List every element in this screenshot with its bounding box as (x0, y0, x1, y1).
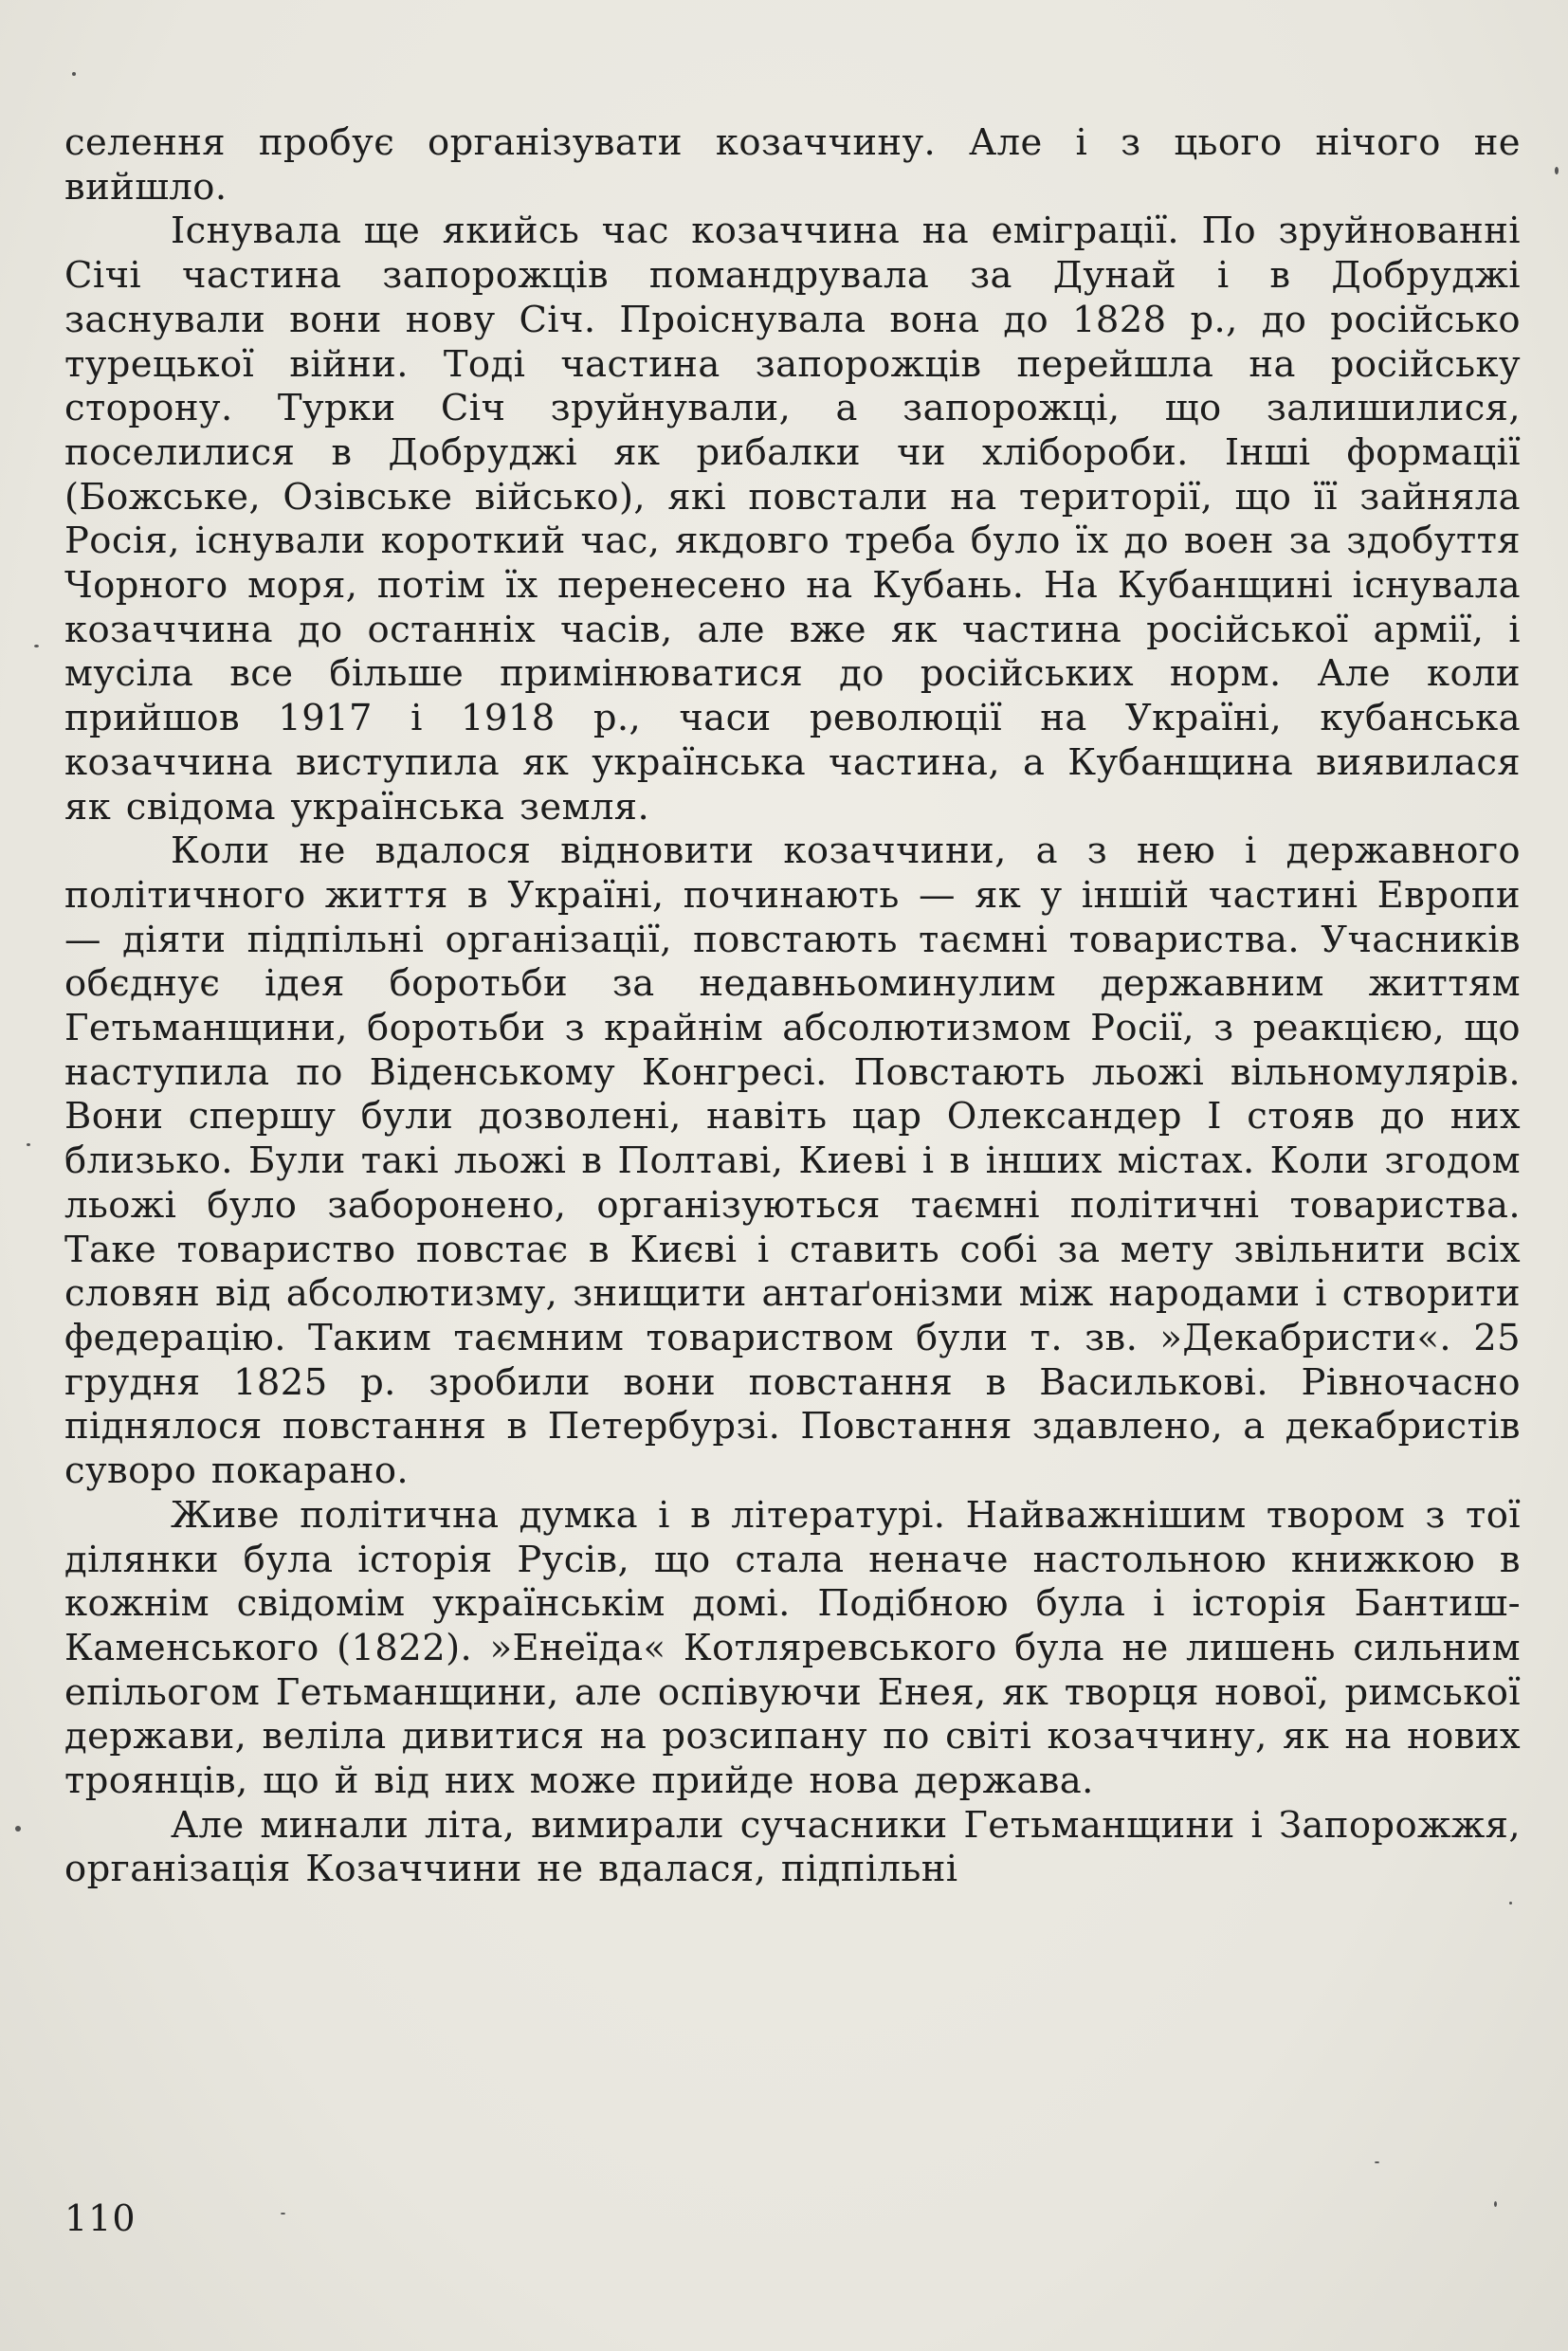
print-speck (34, 645, 39, 647)
print-speck (72, 72, 76, 76)
page-number: 110 (64, 2197, 137, 2239)
paragraph-5: Але минали літа, вимирали сучасники Гетьманщини і Запорожжя, організація Козаччини не вдалася, підпільні (64, 1803, 1521, 1891)
print-speck (1509, 1902, 1512, 1904)
print-speck (27, 1143, 30, 1146)
print-speck (1375, 2161, 1379, 2163)
print-speck (1494, 2201, 1497, 2207)
paragraph-3: Коли не вдалося відновити козаччини, а з нею і державного політичного життя в Україні, починають — як у іншій частині Европи — діяти підпільні організації, повстають таємні товариства. Учасників обєднує ідея боротьби за недавньоминулим державним життям Гетьманщини, боротьби з крайнім абсолютизмом Росії, з реакцією, що наступила по Віденському Конгресі. Повстають льожі вільномулярів. Вони спершу були дозволені, навіть цар Олександер I стояв до них близько. Були такі льожі в Полтаві, Киеві і в інших містах. Коли згодом льожі було заборонено, організуються таємні політичні товариства. Таке товариство повстає в Києві і ставить собі за мету звільнити всіх словян від абсолютизму, знищити антаґонізми між народами і створити федерацію. Таким таємним товариством були т. зв. »Декабристи«. 25 грудня 1825 р. зробили вони повстання в Василькові. Рівночасно піднялося повстання в Петербурзі. Повстання здавлено, а декабристів суворо покарано. (64, 829, 1521, 1493)
print-speck (281, 2213, 285, 2214)
print-speck (1555, 167, 1559, 174)
paragraph-4: Живе політична думка і в літературі. Найважнішим твором з тої ділянки була історія Русів, що стала неначе настольною книжкою в кожнім свідомім українськім домі. Подібною була і історія Бантиш-Каменського (1822). »Енеїда« Котляревського була не лишень сильним епільогом Гетьманщини, але оспівуючи Енея, як творця нової, римської держави, веліла дивитися на розсипану по світі козаччину, як на нових троянців, що й від них може прийде нова держава. (64, 1493, 1521, 1803)
body-text (64, 121, 1521, 1892)
print-speck (15, 1826, 21, 1832)
paragraph-1: селення пробує організувати козаччину. Але і з цього нічого не вийшло. (64, 121, 1521, 209)
paragraph-2: Існувала ще якийсь час козаччина на еміграції. По зруйнованні Січі частина запорожців помандрувала за Дунай і в Добруджі заснували вони нову Січ. Проіснувала вона до 1828 р., до російсько турецької війни. Тоді частина запорожців перейшла на російську сторону. Турки Січ зруйнували, а запорожці, що залишилися, поселилися в Добруджі як рибалки чи хлібороби. Інші формації (Божське, Озівське військо), які повстали на території, що її зайняла Росія, існували короткий час, якдовго треба було їх до воен за здобуття Чорного моря, потім їх перенесено на Кубань. На Кубанщині існувала козаччина до останніх часів, але вже як частина російської армії, і мусіла все більше примінюватися до російських норм. Але коли прийшов 1917 і 1918 р., часи революції на Україні, кубанська козаччина виступила як українська частина, а Кубанщина виявилася як свідома українська земля. (64, 210, 1521, 829)
